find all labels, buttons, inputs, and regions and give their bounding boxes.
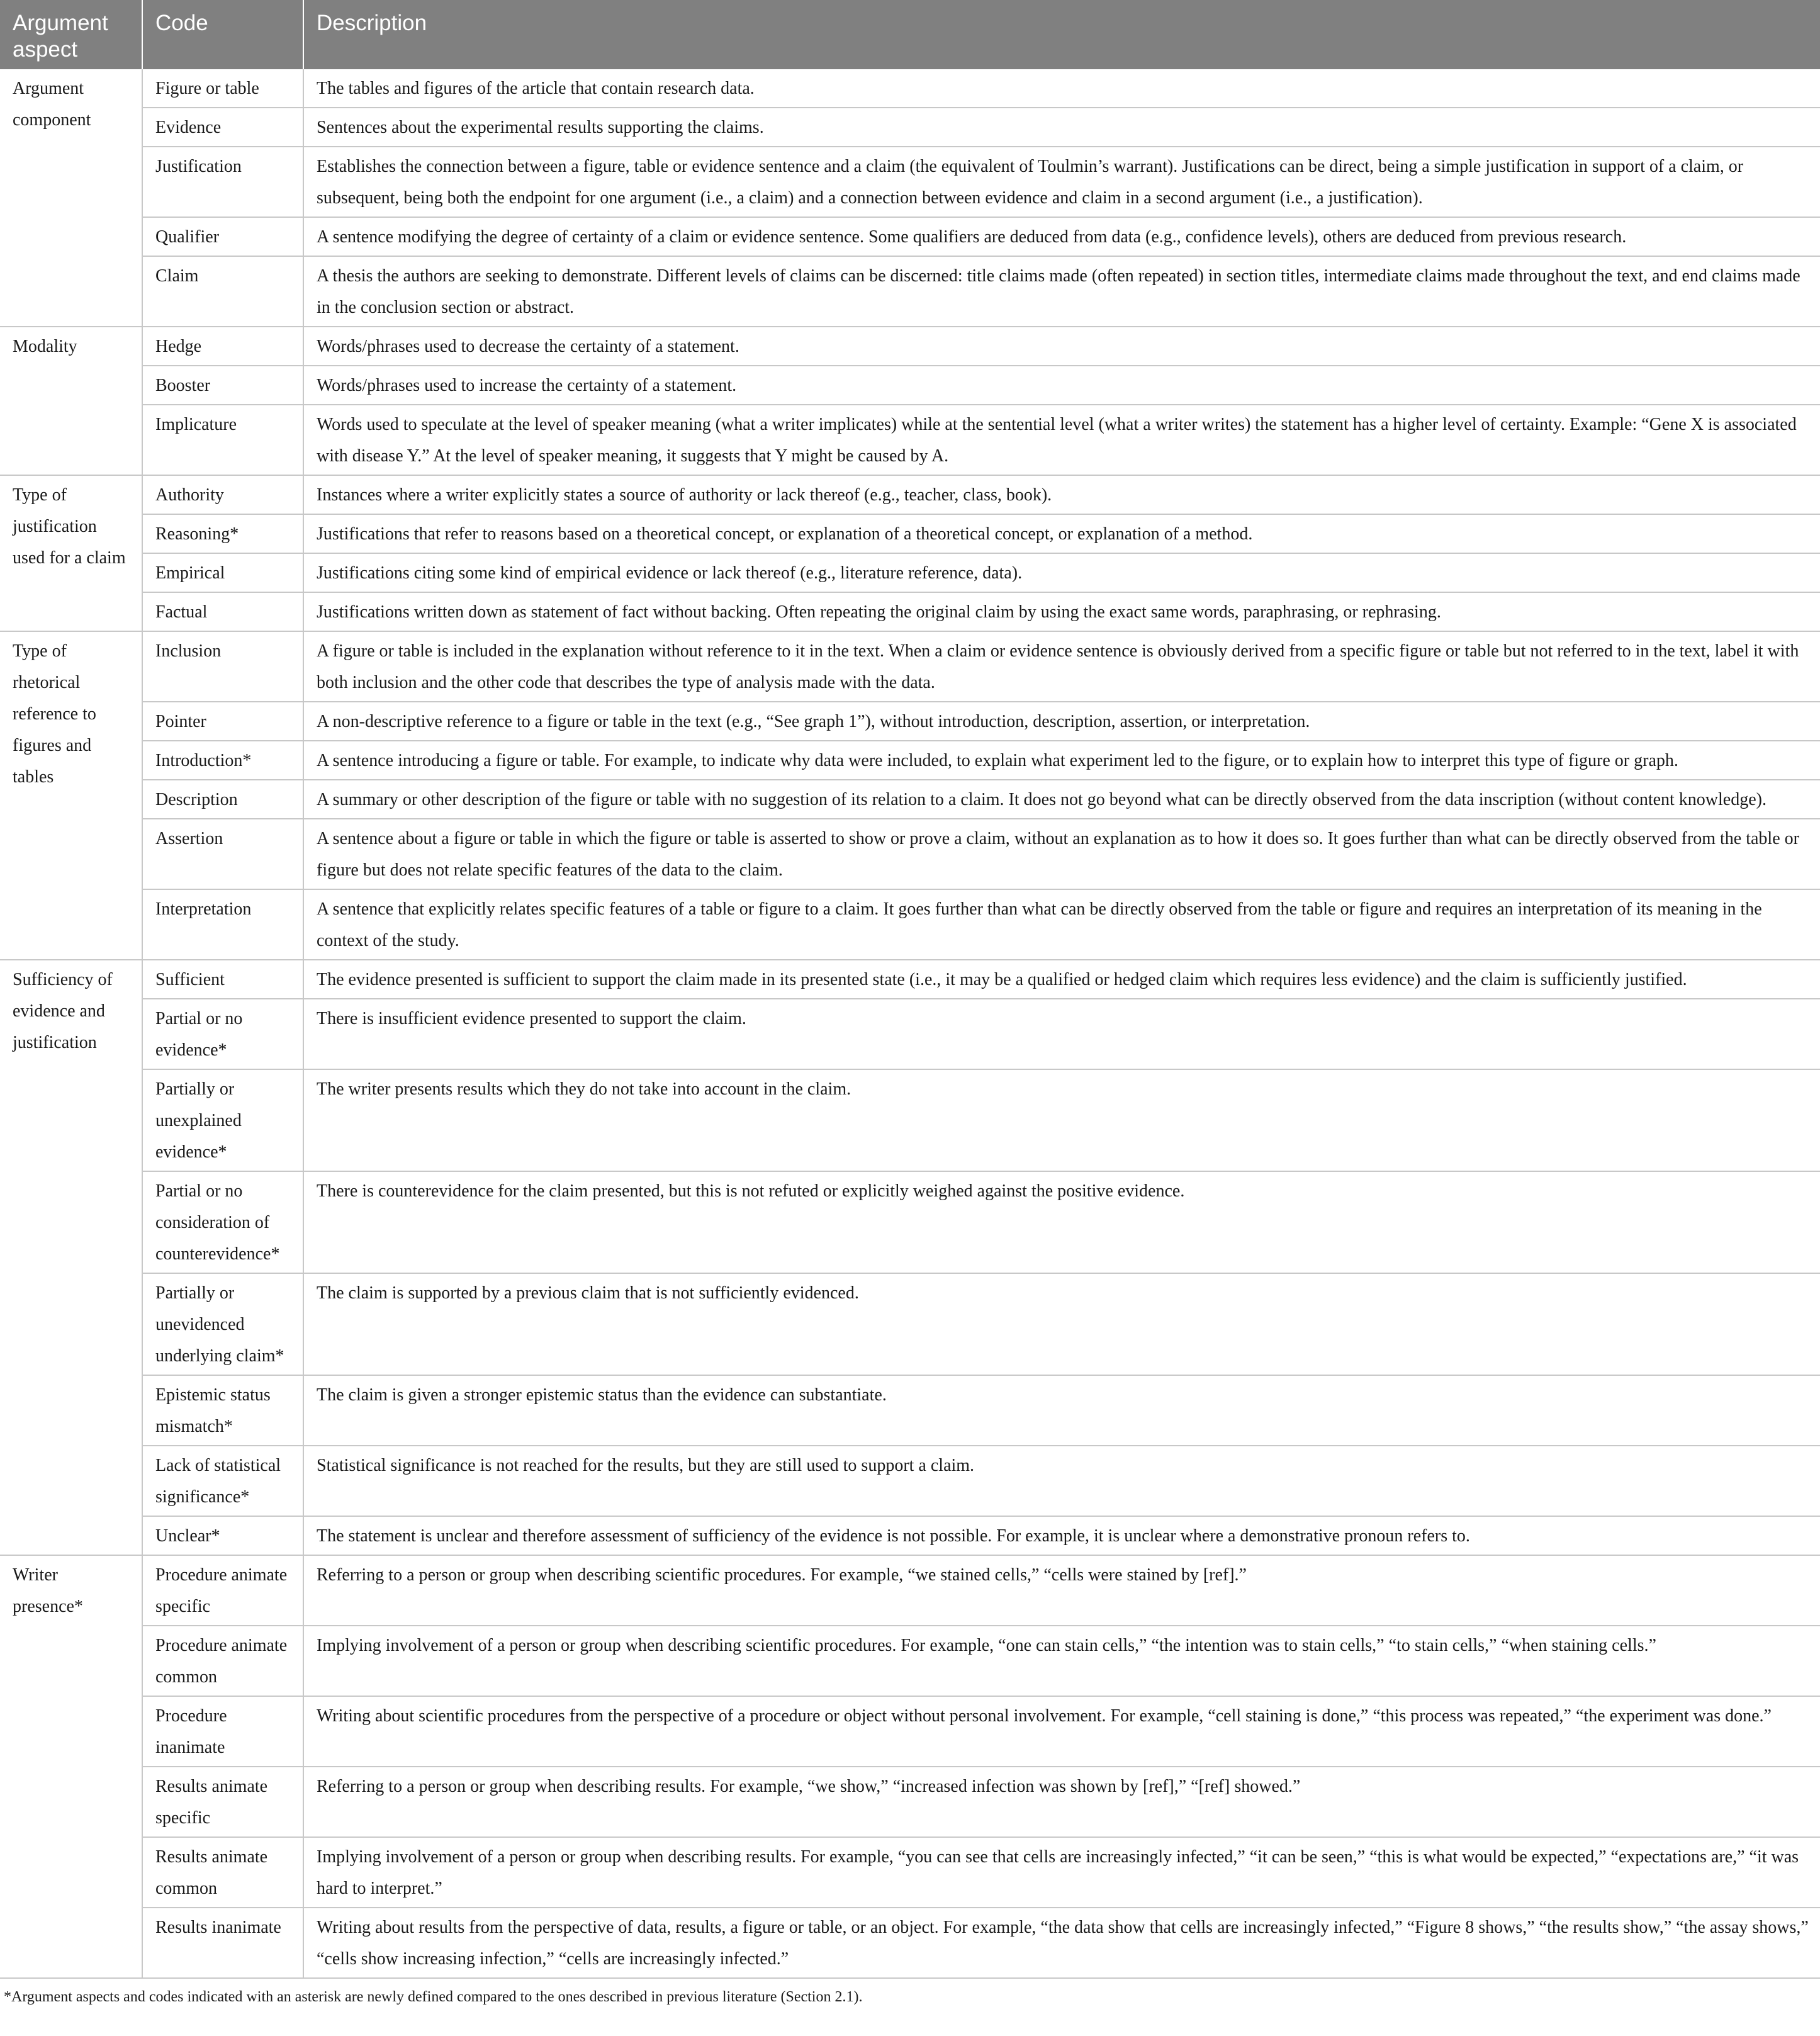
code-cell: Description: [142, 780, 303, 819]
table-row: [0, 741, 1820, 780]
description-cell: Words/phrases used to increase the certainty of a statement.: [303, 366, 1820, 405]
table-row: [0, 702, 1820, 741]
code-cell: Hedge: [142, 327, 303, 366]
code-cell: Results animate common: [142, 1837, 303, 1908]
description-cell: The statement is unclear and therefore assessment of sufficiency of the evidence is not possible. For example, it is unclear where a demonstrative pronoun refers to.: [303, 1516, 1820, 1555]
table-row: [0, 1516, 1820, 1555]
table-row: [0, 366, 1820, 405]
code-cell: Booster: [142, 366, 303, 405]
table-row: [0, 1837, 1820, 1908]
table-row: [0, 1171, 1820, 1273]
description-cell: A sentence about a figure or table in which the figure or table is asserted to show or prove a claim, without an explanation as to how it does so. It goes further than what can be directly observed from the table or figure but does not relate specific features of the data to the claim.: [303, 819, 1820, 889]
description-cell: Writing about scientific procedures from the perspective of a procedure or object without personal involvement. For example, “cell staining is done,” “this process was repeated,” “the experiment was done.”: [303, 1696, 1820, 1767]
table-row: [0, 1446, 1820, 1516]
code-cell: Sufficient: [142, 960, 303, 999]
description-cell: The writer presents results which they do not take into account in the claim.: [303, 1069, 1820, 1171]
table-row: [0, 1767, 1820, 1837]
table-row: [0, 405, 1820, 475]
description-cell: Justifications written down as statement of fact without backing. Often repeating the original claim by using the exact same words, paraphrasing, or rephrasing.: [303, 592, 1820, 631]
description-cell: A sentence introducing a figure or table. For example, to indicate why data were included, to explain what experiment led to the figure, or to explain how to interpret this type of figure or graph.: [303, 741, 1820, 780]
table-row: [0, 553, 1820, 592]
argument-aspect-cell: Writer presence*: [0, 1555, 142, 1978]
description-cell: The claim is supported by a previous claim that is not sufficiently evidenced.: [303, 1273, 1820, 1375]
code-cell: Claim: [142, 256, 303, 327]
code-cell: Partial or no consideration of counterevidence*: [142, 1171, 303, 1273]
code-cell: Unclear*: [142, 1516, 303, 1555]
table-row: [0, 960, 1820, 999]
code-cell: Empirical: [142, 553, 303, 592]
description-cell: Justifications citing some kind of empirical evidence or lack thereof (e.g., literature reference, data).: [303, 553, 1820, 592]
code-cell: Factual: [142, 592, 303, 631]
header-argument-aspect: Argument aspect: [0, 0, 142, 69]
description-cell: Justifications that refer to reasons based on a theoretical concept, or explanation of a theoretical concept, or explanation of a method.: [303, 514, 1820, 553]
code-cell: Epistemic status mismatch*: [142, 1375, 303, 1446]
table-row: [0, 780, 1820, 819]
description-cell: Words/phrases used to decrease the certainty of a statement.: [303, 327, 1820, 366]
argument-aspect-cell: Argument component: [0, 69, 142, 327]
table-footnote: *Argument aspects and codes indicated with an asterisk are newly defined compared to the ones described in previous literature (Section 2.1).: [4, 1989, 863, 2005]
description-cell: The claim is given a stronger epistemic status than the evidence can substantiate.: [303, 1375, 1820, 1446]
header-description: Description: [303, 0, 1820, 69]
table-row: [0, 256, 1820, 327]
table-row: [0, 1273, 1820, 1375]
description-cell: A sentence modifying the degree of certainty of a claim or evidence sentence. Some qualifiers are deduced from data (e.g., confidence levels), others are deduced from previous research.: [303, 217, 1820, 256]
description-cell: A thesis the authors are seeking to demonstrate. Different levels of claims can be discerned: title claims made (often repeated) in section titles, intermediate claims made throughout the text, and end claims made in the conclusion section or abstract.: [303, 256, 1820, 327]
code-cell: Evidence: [142, 108, 303, 147]
description-cell: Referring to a person or group when describing scientific procedures. For example, “we stained cells,” “cells were stained by [ref].”: [303, 1555, 1820, 1626]
description-cell: There is counterevidence for the claim presented, but this is not refuted or explicitly weighed against the positive evidence.: [303, 1171, 1820, 1273]
code-cell: Interpretation: [142, 889, 303, 960]
description-cell: A non-descriptive reference to a figure or table in the text (e.g., “See graph 1”), without introduction, description, assertion, or interpretation.: [303, 702, 1820, 741]
code-cell: Qualifier: [142, 217, 303, 256]
code-cell: Partially or unexplained evidence*: [142, 1069, 303, 1171]
table-row: [0, 1555, 1820, 1626]
table-row: [0, 1375, 1820, 1446]
table-row: [0, 327, 1820, 366]
table-row: [0, 1069, 1820, 1171]
argument-aspect-cell: Sufficiency of evidence and justification: [0, 960, 142, 1555]
code-cell: Assertion: [142, 819, 303, 889]
code-cell: Procedure animate common: [142, 1626, 303, 1696]
description-cell: Statistical significance is not reached for the results, but they are still used to support a claim.: [303, 1446, 1820, 1516]
description-cell: A figure or table is included in the explanation without reference to it in the text. When a claim or evidence sentence is obviously derived from a specific figure or table but not referred to in the text, label it with both inclusion and the other code that describes the type of analysis made with the data.: [303, 631, 1820, 702]
table-row: [0, 999, 1820, 1069]
table-row: [0, 514, 1820, 553]
table-row: [0, 819, 1820, 889]
description-cell: There is insufficient evidence presented to support the claim.: [303, 999, 1820, 1069]
description-cell: Implying involvement of a person or group when describing scientific procedures. For example, “one can stain cells,” “the intention was to stain cells,” “to stain cells,” “when staining cells.”: [303, 1626, 1820, 1696]
description-cell: Words used to speculate at the level of speaker meaning (what a writer implicates) while at the sentential level (what a writer writes) the statement has a higher level of certainty. Example: “Gene X is associated with disease Y.” At the level of speaker meaning, it suggests that Y might be caused by A.: [303, 405, 1820, 475]
code-cell: Partially or unevidenced underlying claim*: [142, 1273, 303, 1375]
header-row: [0, 0, 1820, 69]
description-cell: Referring to a person or group when describing results. For example, “we show,” “increased infection was shown by [ref],” “[ref] showed.”: [303, 1767, 1820, 1837]
code-cell: Inclusion: [142, 631, 303, 702]
code-cell: Partial or no evidence*: [142, 999, 303, 1069]
header-code: Code: [142, 0, 303, 69]
table-row: [0, 1626, 1820, 1696]
description-cell: Implying involvement of a person or group when describing results. For example, “you can see that cells are increasingly infected,” “it can be seen,” “this is what would be expected,” “expectations are,” “it was hard to interpret.”: [303, 1837, 1820, 1908]
table-header: [0, 0, 1820, 69]
table-row: [0, 631, 1820, 702]
table-row: [0, 1696, 1820, 1767]
table-row: [0, 108, 1820, 147]
description-cell: The tables and figures of the article that contain research data.: [303, 69, 1820, 108]
description-cell: Establishes the connection between a figure, table or evidence sentence and a claim (the equivalent of Toulmin’s warrant). Justifications can be direct, being a simple justification in support of a claim, or subsequent, being both the endpoint for one argument (i.e., a claim) and a connection between evidence and claim in a second argument (i.e., a justification).: [303, 147, 1820, 217]
description-cell: Sentences about the experimental results supporting the claims.: [303, 108, 1820, 147]
table-body: [0, 69, 1820, 1978]
table-row: [0, 592, 1820, 631]
argument-aspect-cell: Modality: [0, 327, 142, 475]
table-row: [0, 147, 1820, 217]
table-row: [0, 889, 1820, 960]
description-cell: A sentence that explicitly relates specific features of a table or figure to a claim. It goes further than what can be directly observed from the table or figure and requires an interpretation of its meaning in the context of the study.: [303, 889, 1820, 960]
code-cell: Justification: [142, 147, 303, 217]
code-cell: Introduction*: [142, 741, 303, 780]
code-cell: Authority: [142, 475, 303, 514]
code-cell: Implicature: [142, 405, 303, 475]
description-cell: A summary or other description of the figure or table with no suggestion of its relation to a claim. It does not go beyond what can be directly observed from the data inscription (without content knowledge).: [303, 780, 1820, 819]
code-cell: Results inanimate: [142, 1908, 303, 1978]
code-cell: Reasoning*: [142, 514, 303, 553]
code-cell: Procedure animate specific: [142, 1555, 303, 1626]
description-cell: Instances where a writer explicitly states a source of authority or lack thereof (e.g., teacher, class, book).: [303, 475, 1820, 514]
code-cell: Results animate specific: [142, 1767, 303, 1837]
table-row: [0, 1908, 1820, 1978]
table-row: [0, 217, 1820, 256]
argument-aspect-cell: Type of rhetorical reference to figures and tables: [0, 631, 142, 960]
code-cell: Pointer: [142, 702, 303, 741]
table-row: [0, 475, 1820, 514]
code-cell: Figure or table: [142, 69, 303, 108]
code-cell: Procedure inanimate: [142, 1696, 303, 1767]
table-row: [0, 69, 1820, 108]
description-cell: Writing about results from the perspective of data, results, a figure or table, or an object. For example, “the data show that cells are increasingly infected,” “Figure 8 shows,” “the results show,” “the assay shows,” “cells show increasing infection,” “cells are increasingly infected.”: [303, 1908, 1820, 1978]
code-cell: Lack of statistical significance*: [142, 1446, 303, 1516]
argument-aspect-cell: Type of justification used for a claim: [0, 475, 142, 631]
description-cell: The evidence presented is sufficient to support the claim made in its presented state (i.e., it may be a qualified or hedged claim which requires less evidence) and the claim is sufficiently justified.: [303, 960, 1820, 999]
